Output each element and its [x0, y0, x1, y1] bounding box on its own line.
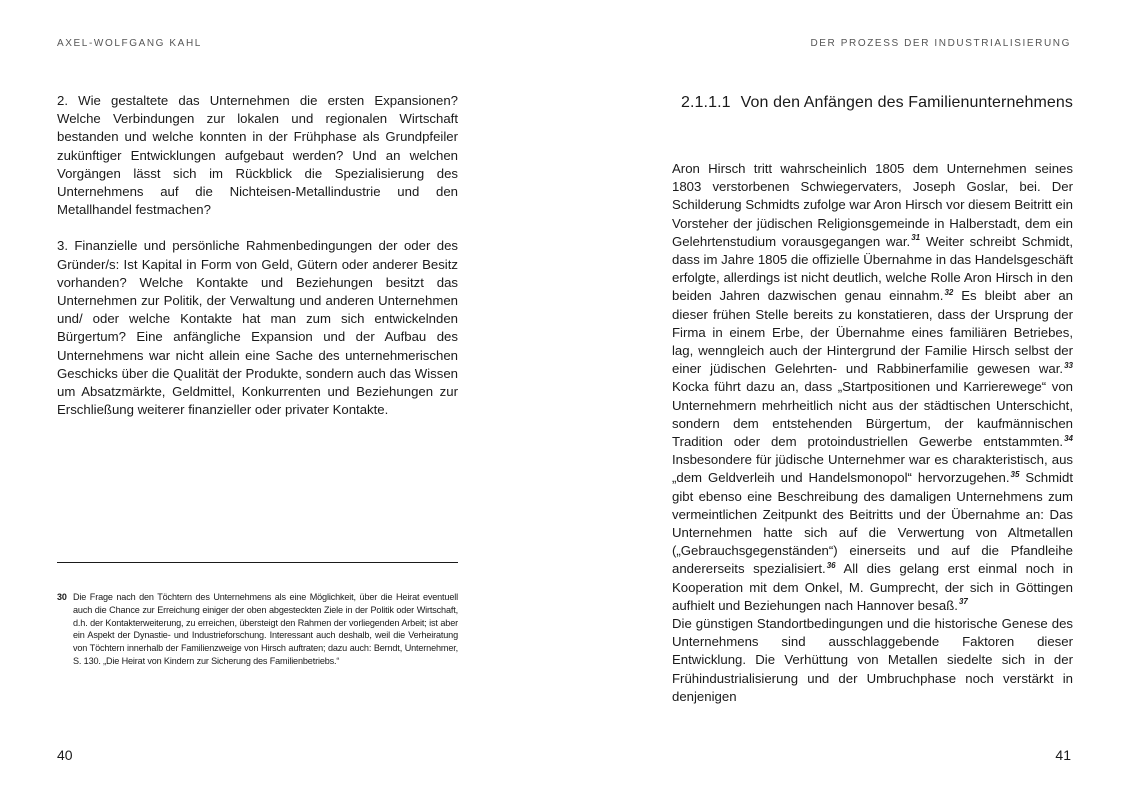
body-paragraph: 2. Wie gestaltete das Unternehmen die ersten Expansionen? Welche Verbindungen zur lokalen und regionalen Wirtschaft bestanden und welche konnten in der Frühphase als Grundpfeiler zukünftiger Entwicklungen aufgebaut werden? Und an welchen Vorgängen lässt sich im Rückblick die Spezialisierung des Unternehmens auf die Nichteisen-Metallindustrie und den Metallhandel festmachen? — [57, 93, 458, 218]
body-text: Kocka führt dazu an, dass „Startpositionen und Karrierewege“ von Unternehmern mehrheitlich nicht aus der städtischen Unterschicht, sondern dem entstehenden Bürgertum, der kaufmännischen Tradition oder dem protoindustriellen Gewerbe entstammten. — [672, 379, 1073, 450]
body-paragraph: 3. Finanzielle und persönliche Rahmenbedingungen der oder des Gründer/s: Ist Kapital in Form von Geld, Gütern oder anderer Besitz vorhanden? Welche Kontakte und Beziehungen besitzt das Unternehmen zur Politik, der Verwaltung und anderen Unternehmen und/ oder welche Kontakte hat man zum sich entwickelnden Bürgertum? Eine anfängliche Expansion und der Aufbau des Unternehmens war nicht allein eine Sache des unternehmerischen Geschicks über die Qualität der Produkte, sondern auch das Wissen um Absatzmärkte, Geldmittel, Konkurrenten und Beziehungen zur Erschließung weiterer finanzieller oder privater Kontakte. — [57, 238, 458, 418]
body-text: Schmidt gibt ebenso eine Beschreibung des damaligen Unternehmens zum vermeintlichen Zeitpunkt des Beitritts und der Übernahme an: Das Unternehmen hatte sich auf die Verwertung von Altmetallen („Gebrauchsgegenständen“) einerseits und auf die Pfandleihe andererseits spezialisiert. — [672, 470, 1073, 577]
body-text: Aron Hirsch tritt wahrscheinlich 1805 dem Unternehmen seines 1803 verstorbenen Schwiegervaters, Joseph Goslar, bei. Der Schilderung Schmidts zufolge war Aron Hirsch vor diesem Beitritt ein Vorsteher der jüdischen Religionsgemeinde in Halberstadt, dem ein Gelehrtenstudium vorausgegangen war. — [672, 161, 1073, 249]
body-paragraph — [672, 160, 1073, 615]
page-number-left: 40 — [57, 747, 73, 763]
section-number: 2.1.1.1 — [681, 94, 731, 111]
footnote-text: Die Frage nach den Töchtern des Unternehmens als eine Möglichkeit, über die Heirat eventuell auch die Chance zur Erreichung einiger der oben abgesteckten Ziele in der Politik oder Wirtschaft, d.h. der Kontakterweiterung, zu erreichen, übersteigt den Rahmen der vorliegenden Arbeit; ist aber ein Aspekt der Dynastie- und Industrieforschung. Interessant auch deshalb, weil die Verheiratung von Töchtern innerhalb der Familienzweige von Hirsch auftraten; dazu auch: Berndt, Unternehmer, S. 130. „Die Heirat von Kindern zur Sicherung des Familienbetriebs.“ — [73, 592, 458, 666]
footnote-ref-37[interactable]: 37 — [958, 597, 968, 607]
section-title: Von den Anfängen des Familienunternehmens — [740, 94, 1073, 111]
body-text: Weiter schreibt Schmidt, dass im Jahre 1805 die offizielle Übernahme in das Handelsgeschäft erfolgte, allerdings ist nicht deutlich, welche Rolle Aron Hirsch in den beiden Jahren dazwischen genau einnahm. — [672, 233, 1073, 304]
body-text: Es bleibt aber an dieser frühen Stelle bereits zu konstatieren, dass der Ursprung der Firma in einem Erbe, der Übernahme eines familiären Betriebes, lag, wenngleich auch der Hintergrund der Familie Hirsch selbst der einer jüdischen Gelehrten- und Rabbinerfamilie gewesen war. — [672, 288, 1073, 377]
page-number-right: 41 — [1055, 747, 1071, 763]
footnote-ref-36[interactable]: 36 — [826, 561, 836, 571]
footnote-30 — [57, 591, 458, 668]
running-head-author: AXEL-WOLFGANG KAHL — [57, 38, 202, 49]
footnote-ref-31[interactable]: 31 — [911, 233, 921, 243]
footnote-number: 30 — [57, 592, 67, 602]
footnote-rule — [57, 562, 458, 563]
left-page-body — [57, 92, 458, 419]
running-head-chapter: DER PROZESS DER INDUSTRIALISIERUNG — [810, 38, 1071, 49]
body-paragraph: Die günstigen Standortbedingungen und die historische Genese des Unternehmens sind ausschlaggebende Faktoren dieser Entwicklung. Die Verhüttung von Metallen siedelte sich in der Frühindustrialisierung und der Umbruchphase noch verstärkt in denjenigen — [672, 616, 1073, 704]
right-page-body — [672, 92, 1073, 706]
body-text: Insbesondere für jüdische Unternehmer war es charakteristisch, aus „dem Geldverleih und Handelsmonopol“ hervorzugehen. — [672, 452, 1073, 486]
footnote-ref-35[interactable]: 35 — [1010, 470, 1020, 480]
footnote-ref-32[interactable]: 32 — [944, 288, 954, 298]
footnote-ref-34[interactable]: 34 — [1064, 433, 1073, 443]
body-text: All dies gelang erst einmal noch in Kooperation mit dem Onkel, M. Gumprecht, der sich in Göttingen aufhielt und Beziehungen nach Hannover besaß. — [672, 561, 1073, 613]
section-heading — [672, 92, 1073, 114]
footnote-ref-33[interactable]: 33 — [1064, 360, 1073, 370]
